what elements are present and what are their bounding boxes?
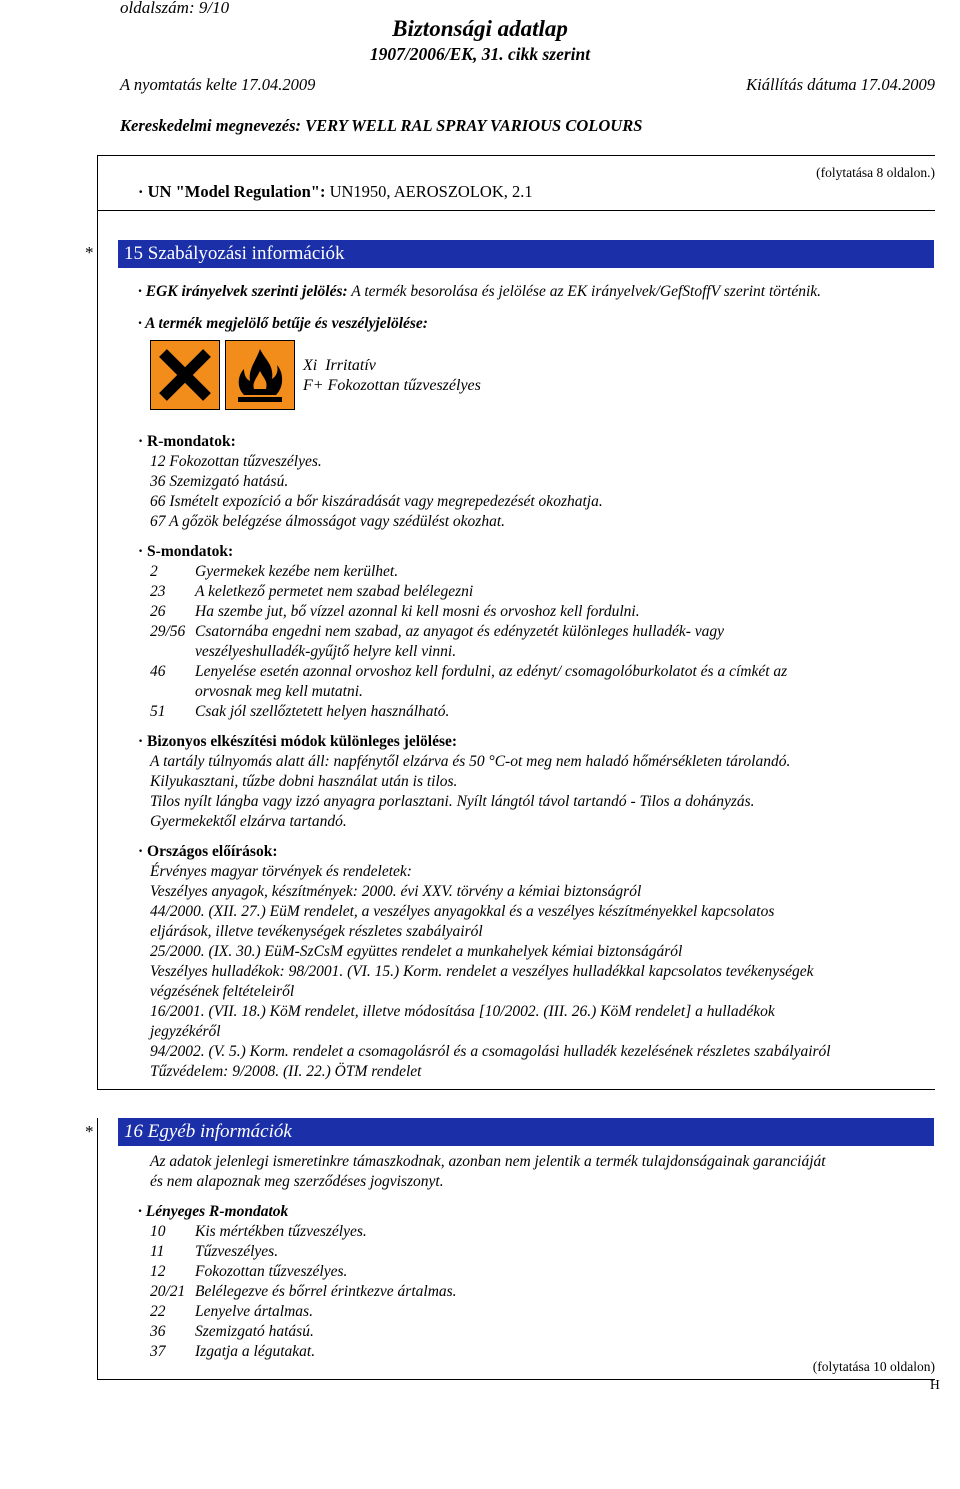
national-regulation-line: 44/2000. (XII. 27.) EüM rendelet, a veszélyes anyagokkal és a veszélyes készítményekkel kapcsolatos [150,903,775,920]
r-phrase-text: Fokozottan tűzveszélyes. [195,1263,348,1280]
relevant-r-phrases-label: · Lényeges R-mondatok [138,1203,289,1220]
s-phrase-number: 51 [150,703,166,720]
hazard-code-fplus: F+ [303,377,324,394]
trade-name-label: Kereskedelmi megnevezés: [120,116,301,135]
r-phrase-number: 22 [150,1303,166,1320]
s-phrase [150,662,787,682]
relevant-r-phrase [150,1322,314,1342]
continuation-top: (folytatása 8 oldalon.) [816,165,935,180]
r-phrase-number: 36 [150,1323,166,1340]
page-number: oldalszám: 9/10 [120,0,230,17]
issue-date: Kiállítás dátuma 17.04.2009 [746,75,935,94]
frame-left [97,155,98,1090]
s-phrase-text: Gyermekek kezébe nem kerülhet. [195,563,399,580]
r-phrase-text: Szemizgató hatású. [195,1323,314,1340]
r-phrase-text: Lenyelve ártalmas. [195,1303,313,1320]
national-regulation-line: Veszélyes hulladékok: 98/2001. (VI. 15.) Korm. rendelet a veszélyes hulladékkal kapcsolatos tevékenységek [150,963,814,980]
s-phrase-continuation: orvosnak meg kell mutatni. [195,683,363,700]
s-phrase [150,582,473,602]
r-phrase-number: 37 [150,1343,166,1360]
egk-text: A termék besorolása és jelölése az EK irányelvek/GefStoffV szerint történik. [347,283,822,300]
s-phrase [150,702,449,722]
section-16-intro: és nem alapoznak meg szerződéses jogviszonyt. [150,1173,444,1190]
relevant-r-phrase [150,1262,347,1282]
r-phrase-text: Tűzveszélyes. [195,1243,279,1260]
r-phrase: 12 Fokozottan tűzveszélyes. [150,453,322,470]
special-marking-line: Kilyukasztani, tűzbe dobni használat után is tilos. [150,773,458,790]
national-regulation-line: Tűzvédelem: 9/2008. (II. 22.) ÖTM rendelet [150,1063,422,1080]
hazard-code-xi: Xi [303,357,318,374]
r-phrase-number: 20/21 [150,1283,186,1300]
s-phrase-number: 26 [150,603,166,620]
un-model-value: UN1950, AEROSZOLOK, 2.1 [325,182,533,201]
flame-icon [225,340,295,410]
r-phrase: 36 Szemizgató hatású. [150,473,289,490]
section-16-title: 16 Egyéb információk [118,1118,934,1146]
section-15-title: 15 Szabályozási információk [118,240,934,268]
s-phrase-text: A keletkező permetet nem szabad belélegezni [195,583,474,600]
frame-top [97,155,935,156]
irritant-x-icon [150,340,220,410]
s-phrase [150,602,640,622]
s-phrase-number: 23 [150,583,166,600]
r-phrase-text: Izgatja a légutakat. [195,1343,316,1360]
trade-name-value: VERY WELL RAL SPRAY VARIOUS COLOURS [305,116,643,135]
national-regulation-line: végzésének feltételeiről [150,983,295,1000]
un-model-label: · UN "Model Regulation": [138,182,326,201]
national-regulations-label: · Országos előírások: [138,843,278,860]
national-regulation-line: 16/2001. (VII. 18.) KöM rendelet, illetve módosítása [10/2002. (III. 26.) KöM rendelet] a hulladékok [150,1003,775,1020]
trade-name [120,116,642,136]
footer-mark: H [930,1377,940,1392]
un-model-regulation [138,182,533,202]
divider-un [97,210,935,211]
s-phrases-label: · S-mondatok: [138,543,234,560]
egk-label: · EGK irányelvek szerinti jelölés: [138,283,348,300]
relevant-r-phrase [150,1342,315,1362]
s-phrase-text: Lenyelése esetén azonnal orvoshoz kell fordulni, az edényt/ csomagolóburkolatot és a címkét az [195,663,788,680]
frame-bottom-16 [97,1379,935,1380]
hazard-fplus [303,377,481,395]
relevant-r-phrase [150,1222,367,1242]
revision-star-15: * [85,243,94,262]
r-phrase: 67 A gőzök belégzése álmosságot vagy szédülést okozhat. [150,513,506,530]
r-phrases-label: · R-mondatok: [138,433,236,450]
r-phrase-text: Belélegezve és bőrrel érintkezve ártalmas. [195,1283,457,1300]
continuation-bottom: (folytatása 10 oldalon) [812,1359,935,1374]
s-phrase [150,622,724,642]
section-16-intro: Az adatok jelenlegi ismeretinkre támaszkodnak, azonban nem jelentik a termék tulajdonságainak garanciáját [150,1153,826,1170]
print-date: A nyomtatás kelte 17.04.2009 [120,75,316,94]
s-phrase-number: 2 [150,563,158,580]
egk-marking [138,282,821,302]
national-regulation-line: Érvényes magyar törvények és rendeletek: [150,863,412,880]
s-phrase [150,562,398,582]
document-subtitle: 1907/2006/EK, 31. cikk szerint [369,44,591,64]
relevant-r-phrase [150,1282,457,1302]
special-marking-line: A tartály túlnyomás alatt áll: napfénytől elzárva és 50 °C-ot meg nem haladó hőmérsékleten tárolandó. [150,753,791,770]
national-regulation-line: eljárások, illetve tevékenységek részletes szabályairól [150,923,483,940]
frame-left-16 [97,1118,98,1380]
r-phrase-number: 12 [150,1263,166,1280]
r-phrase-text: Kis mértékben tűzveszélyes. [195,1223,367,1240]
s-phrase-number: 46 [150,663,166,680]
revision-star-16: * [85,1122,94,1141]
special-marking-label: · Bizonyos elkészítési módok különleges jelölése: [138,733,458,750]
national-regulation-line: Veszélyes anyagok, készítmények: 2000. évi XXV. törvény a kémiai biztonságról [150,883,642,900]
r-phrase-number: 11 [150,1243,165,1260]
special-marking-line: Tilos nyílt lángba vagy izzó anyagra porlasztani. Nyílt lángtól távol tartandó - Tilos a dohányzás. [150,793,755,810]
s-phrase-continuation: veszélyeshulladék-gyűjtő helyre kell vinni. [195,643,457,660]
r-phrase-number: 10 [150,1223,166,1240]
hazard-text-xi: Irritatív [325,357,376,374]
document-title: Biztonsági adatlap [392,16,568,41]
national-regulation-line: 25/2000. (IX. 30.) EüM-SzCsM együttes rendelet a munkahelyek kémiai biztonságáról [150,943,683,960]
s-phrase-text: Csatornába engedni nem szabad, az anyagot és edényzetét különleges hulladék- vagy [195,623,725,640]
s-phrase-text: Ha szembe jut, bő vízzel azonnal ki kell mosni és orvoshoz kell fordulni. [195,603,640,620]
s-phrase-text: Csak jól szellőztetett helyen használható. [195,703,450,720]
national-regulation-line: jegyzékéről [150,1023,221,1040]
s-phrase-number: 29/56 [150,623,186,640]
relevant-r-phrase [150,1302,313,1322]
relevant-r-phrase [150,1242,278,1262]
r-phrase: 66 Ismételt expozíció a bőr kiszáradását vagy megrepedezését okozhatja. [150,493,603,510]
special-marking-line: Gyermekektől elzárva tartandó. [150,813,347,830]
national-regulation-line: 94/2002. (V. 5.) Korm. rendelet a csomagolásról és a csomagolási hulladék kezelésének részletes szabályairól [150,1043,831,1060]
hazard-text-fplus: Fokozottan tűzveszélyes [327,377,481,394]
hazard-xi [303,357,376,375]
marking-label: · A termék megjelölő betűje és veszélyjelölése: [138,315,428,332]
frame-bottom [97,1089,935,1090]
